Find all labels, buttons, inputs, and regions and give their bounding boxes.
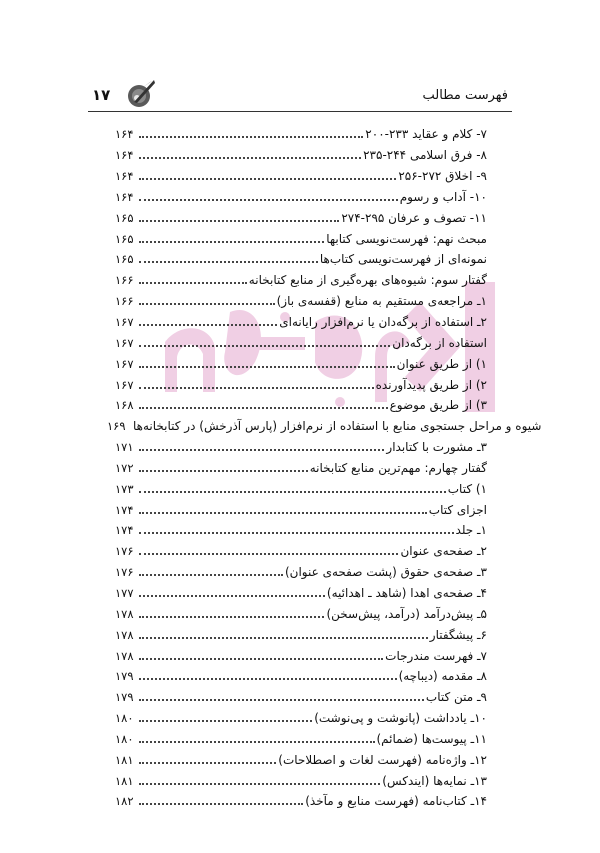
toc-entry-title: شیوه و مراحل جستجوی منابع با استفاده از نرم‌افزار (پارس آذرخش) در کتابخانه‌ها — [133, 419, 542, 434]
toc-entry-title: ۷ـ فهرست مندرجات — [385, 648, 487, 663]
toc-entry-title: ۵ـ پیش‌درآمد (درآمد، پیش‌سخن) — [326, 606, 487, 621]
toc-page-number: ۱۸۰ — [115, 731, 134, 746]
table-of-contents — [107, 124, 542, 812]
toc-page-number: ۱۷۹ — [115, 690, 134, 705]
toc-entry-title: ۳ـ مشورت با کتابدار — [386, 440, 487, 455]
toc-entry-title: مبحث نهم: فهرست‌نویسی کتابها — [326, 231, 487, 246]
toc-entry-title: نمونه‌ای از فهرست‌نویسی کتاب‌ها — [319, 252, 487, 267]
toc-entry-title: ۳ـ صفحه‌ی حقوق (پشت صفحه‌ی عنوان) — [284, 565, 487, 580]
header-rule — [88, 111, 512, 112]
dot-leader — [139, 668, 397, 680]
toc-entry-title: ۱۳ـ نمایه‌ها (ایندکس) — [382, 773, 487, 788]
dot-leader — [139, 293, 275, 305]
toc-entry-title: گفتار سوم: شیوه‌های بهره‌گیری از منابع کتابخانه — [248, 273, 487, 288]
toc-entry — [115, 207, 487, 228]
dot-leader — [139, 314, 277, 326]
dot-leader — [139, 564, 283, 576]
toc-entry-title: ۶ـ پیشگفتار — [429, 627, 487, 642]
dot-leader — [139, 585, 325, 597]
toc-entry — [115, 708, 487, 729]
page-number: ۱۷ — [92, 86, 111, 104]
dot-leader — [139, 126, 363, 138]
toc-entry-title: ۴ـ صفحه‌ی اهدا (شاهد ـ اهدائیه) — [326, 585, 487, 600]
toc-entry-title: ۱۴ـ کتاب‌نامه (فهرست منابع و مآخذ) — [305, 794, 487, 809]
toc-page-number: ۱۶۷ — [115, 335, 134, 350]
toc-page-number: ۱۸۰ — [115, 711, 134, 726]
toc-entry-title: ۱ـ جلد — [455, 523, 487, 538]
toc-entry-title: ۱) کتاب — [447, 481, 487, 496]
toc-entry-title: گفتار چهارم: مهم‌ترین منابع کتابخانه — [309, 460, 487, 475]
toc-entry — [115, 312, 487, 333]
dot-leader — [139, 773, 380, 785]
toc-entry — [115, 562, 487, 583]
toc-entry — [107, 416, 542, 437]
toc-entry-title: استفاده از برگه‌دان — [392, 335, 487, 350]
toc-page-number: ۱۶۶ — [115, 294, 134, 309]
toc-entry — [115, 395, 487, 416]
dot-leader — [139, 251, 318, 263]
dot-leader — [139, 460, 308, 472]
toc-entry — [115, 187, 487, 208]
toc-page-number: ۱۶۴ — [115, 189, 134, 204]
toc-entry — [115, 728, 487, 749]
toc-page-number: ۱۶۷ — [115, 315, 134, 330]
toc-entry-title: ۷- کلام و عقاید ۲۳۳-۲۰۰ — [365, 127, 487, 142]
toc-page-number: ۱۷۱ — [115, 440, 134, 455]
toc-entry-title: ۱۰ـ یادداشت (پانوشت و پی‌نوشت) — [314, 711, 487, 726]
dot-leader — [139, 377, 374, 389]
dot-leader — [139, 147, 361, 159]
toc-entry — [115, 666, 487, 687]
dot-leader — [139, 272, 247, 284]
toc-entry — [115, 374, 487, 395]
toc-page-number: ۱۷۹ — [115, 669, 134, 684]
toc-page-number: ۱۶۵ — [115, 231, 134, 246]
toc-entry — [115, 583, 487, 604]
toc-entry — [115, 499, 487, 520]
toc-page-number: ۱۷۴ — [115, 502, 134, 517]
dot-leader — [139, 189, 398, 201]
toc-entry-title: ۸- فرق اسلامی ۲۴۴-۲۳۵ — [363, 148, 487, 163]
toc-entry — [115, 458, 487, 479]
dot-leader — [139, 481, 446, 493]
toc-page-number: ۱۶۹ — [107, 419, 126, 434]
dot-leader — [139, 522, 454, 534]
toc-entry — [115, 270, 487, 291]
toc-entry — [115, 791, 487, 812]
toc-entry — [115, 770, 487, 791]
toc-page-number: ۱۶۶ — [115, 273, 134, 288]
toc-entry-title: ۱۱- تصوف و عرفان ۲۹۵-۲۷۴ — [341, 210, 487, 225]
toc-entry — [115, 749, 487, 770]
toc-entry-title: ۲ـ استفاده از برگه‌دان یا نرم‌افزار رایانه‌ای — [279, 315, 487, 330]
toc-entry — [115, 437, 487, 458]
dot-leader — [139, 231, 324, 243]
toc-entry-title: ۱ـ مراجعه‌ی مستقیم به منابع (قفسه‌ی باز) — [276, 294, 487, 309]
toc-page-number: ۱۷۸ — [115, 648, 134, 663]
header-title: فهرست مطالب — [422, 88, 508, 103]
toc-page-number: ۱۶۸ — [115, 398, 134, 413]
toc-entry-title: ۹ـ متن کتاب — [425, 690, 487, 705]
toc-entry — [115, 353, 487, 374]
dot-leader — [139, 439, 384, 451]
toc-page-number: ۱۶۴ — [115, 148, 134, 163]
running-header — [88, 80, 512, 112]
toc-page-number: ۱۶۵ — [115, 210, 134, 225]
dot-leader — [139, 689, 424, 701]
toc-page-number: ۱۷۳ — [115, 481, 134, 496]
toc-page-number: ۱۷۶ — [115, 565, 134, 580]
toc-entry — [115, 166, 487, 187]
toc-entry-title: ۱) از طریق عنوان — [396, 356, 487, 371]
toc-entry — [115, 541, 487, 562]
toc-page-number: ۱۶۴ — [115, 169, 134, 184]
toc-page-number: ۱۷۲ — [115, 460, 134, 475]
toc-page-number: ۱۷۴ — [115, 523, 134, 538]
dot-leader — [139, 502, 427, 514]
dot-leader — [139, 335, 390, 347]
toc-entry-title: ۸ـ مقدمه (دیباچه) — [398, 669, 487, 684]
toc-entry-title: اجزای کتاب — [428, 502, 487, 517]
toc-page-number: ۱۶۷ — [115, 377, 134, 392]
toc-entry-title: ۱۰- آداب و رسوم — [399, 189, 487, 204]
toc-entry-title: ۲) از طریق پدیدآورنده — [375, 377, 487, 392]
dot-leader — [139, 648, 383, 660]
toc-entry — [115, 145, 487, 166]
toc-entry — [115, 603, 487, 624]
toc-entry — [115, 228, 487, 249]
dot-leader — [139, 752, 276, 764]
toc-page-number: ۱۶۵ — [115, 252, 134, 267]
quill-logo-icon — [124, 78, 158, 110]
dot-leader — [139, 210, 339, 222]
toc-entry — [115, 291, 487, 312]
dot-leader — [139, 543, 398, 555]
toc-entry-title: ۳) از طریق موضوع — [389, 398, 487, 413]
toc-entry — [115, 624, 487, 645]
dot-leader — [139, 731, 375, 743]
toc-page-number: ۱۸۱ — [115, 773, 134, 788]
toc-entry-title: ۲ـ صفحه‌ی عنوان — [400, 544, 487, 559]
dot-leader — [139, 627, 428, 639]
dot-leader — [139, 710, 312, 722]
toc-entry — [115, 249, 487, 270]
dot-leader — [139, 793, 303, 805]
dot-leader — [139, 606, 324, 618]
toc-entry — [115, 124, 487, 145]
dot-leader — [139, 397, 388, 409]
toc-entry — [115, 687, 487, 708]
toc-entry-title: ۱۱ـ پیوست‌ها (ضمائم) — [376, 731, 487, 746]
toc-entry-title: ۱۲ـ واژه‌نامه (فهرست لغات و اصطلاحات) — [278, 752, 487, 767]
toc-entry — [115, 478, 487, 499]
toc-page-number: ۱۸۱ — [115, 752, 134, 767]
toc-page-number: ۱۷۸ — [115, 606, 134, 621]
toc-entry — [115, 332, 487, 353]
toc-page-number: ۱۷۷ — [115, 585, 134, 600]
toc-page-number: ۱۸۲ — [115, 794, 134, 809]
toc-entry — [115, 645, 487, 666]
toc-entry — [115, 520, 487, 541]
dot-leader — [139, 356, 395, 368]
toc-page-number: ۱۶۴ — [115, 127, 134, 142]
toc-page-number: ۱۷۸ — [115, 627, 134, 642]
toc-page-number: ۱۶۷ — [115, 356, 134, 371]
toc-page-number: ۱۷۶ — [115, 544, 134, 559]
dot-leader — [139, 168, 396, 180]
toc-entry-title: ۹- اخلاق ۲۷۲-۲۵۶ — [398, 169, 487, 184]
